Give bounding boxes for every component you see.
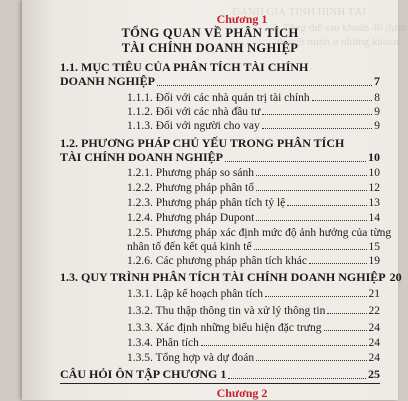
leader-dots: [201, 345, 367, 346]
leader-dots: [327, 313, 366, 314]
page-number: 10: [368, 150, 380, 164]
page-number: 14: [368, 212, 380, 224]
leader-dots: [262, 128, 373, 129]
page-number: 13: [368, 197, 380, 209]
chapter-1-title-line-2: TÀI CHÍNH DOANH NGHIỆP: [121, 41, 299, 55]
show-through-text: 3. Tổng thể sau khoản 40 được: [272, 22, 408, 34]
page-number: 9: [374, 120, 380, 132]
leader-dots: [256, 175, 367, 176]
leader-dots: [287, 205, 366, 206]
book-page: [22, 0, 408, 400]
page-number: 22: [368, 305, 380, 317]
toc-entry-1-1-1: 1.1.1. Đối với các nhà quản trị tài chính 8: [127, 92, 380, 104]
leader-dots: [254, 249, 367, 250]
leader-dots: [256, 360, 366, 361]
toc-entry-1-1-cont: DOANH NGHIỆP 7: [60, 74, 380, 88]
page-number: 12: [368, 182, 380, 194]
chapter-1-title-line-1: TỔNG QUAN VỀ PHÂN TÍCH: [121, 26, 299, 40]
chapter-1-label: Chương 1: [216, 12, 268, 26]
leader-dots: [324, 330, 367, 331]
toc-entry-1-2-6: 1.2.6. Các phương pháp phân tích khác 19: [127, 255, 380, 267]
show-through-text: thuyết minh ở những khoản: [277, 36, 399, 48]
leader-dots: [262, 114, 372, 115]
page-number: 15: [368, 241, 380, 253]
page-number: 20: [389, 270, 402, 284]
toc-entry-1-2: 1.2. PHƯƠNG PHÁP CHỦ YẾU TRONG PHÂN TÍCH: [60, 136, 345, 150]
toc-entry-1-3-3: 1.3.3. Xác định những biểu hiện đặc trưng 24: [127, 322, 380, 334]
leader-dots: [228, 378, 366, 379]
leader-dots: [312, 100, 373, 101]
page-number: 25: [368, 367, 380, 381]
toc-entry-1-3-5: 1.3.5. Tổng hợp và dự đoán 24: [127, 352, 380, 364]
toc-entry-1-3-1: 1.3.1. Lập kế hoạch phân tích 21: [127, 288, 380, 300]
page-number: 9: [374, 106, 380, 118]
page-number: 19: [368, 255, 380, 267]
chapter-2-label: Chương 2: [216, 386, 268, 400]
page-number: 8: [374, 92, 380, 104]
page-number: 21: [368, 288, 380, 300]
show-through-text: ĐÁNH GIÁ TÌNH HÌNH TÀI: [232, 6, 367, 18]
page-number: 24: [368, 322, 380, 334]
toc-entry-1-2-5: 1.2.5. Phương pháp xác định mức độ ảnh hưởng của từng: [127, 227, 392, 239]
leader-dots: [256, 190, 367, 191]
toc-entry-1-2-5-cont: nhân tố đến kết quả kinh tế 15: [127, 241, 380, 253]
leader-dots: [309, 263, 367, 264]
toc-entry-1-2-3: 1.2.3. Phương pháp phân tích tỷ lệ 13: [127, 197, 380, 209]
chapter-divider: [60, 383, 380, 384]
leader-dots: [265, 296, 366, 297]
page-number: 7: [374, 74, 380, 88]
toc-entry-1-2-4: 1.2.4. Phương pháp Dupont 14: [127, 212, 380, 224]
toc-entry-1-2-cont: TÀI CHÍNH DOANH NGHIỆP 10: [60, 150, 380, 164]
toc-entry-1-3: 1.3. QUY TRÌNH PHÂN TÍCH TÀI CHÍNH DOANH NGHIỆP 20: [60, 270, 402, 284]
toc-entry-1-1-2: 1.1.2. Đối với các nhà đầu tư 9: [127, 106, 380, 118]
toc-entry-1-1-3: 1.1.3. Đối với người cho vay 9: [127, 120, 380, 132]
toc-entry-1-3-2: 1.3.2. Thu thập thông tin và xử lý thông tin 22: [127, 305, 380, 317]
toc-entry-1-3-4: 1.3.4. Phân tích 24: [127, 337, 380, 349]
leader-dots: [157, 85, 372, 86]
toc-entry-1-2-2: 1.2.2. Phương pháp phân tổ 12: [127, 182, 380, 194]
leader-dots: [225, 161, 366, 162]
toc-entry-1-2-1: 1.2.1. Phương pháp so sánh 10: [127, 167, 380, 179]
page-number: 10: [368, 167, 380, 179]
leader-dots: [256, 220, 366, 221]
page-number: 24: [368, 337, 380, 349]
toc-entry-review-questions: CÂU HỎI ÔN TẬP CHƯƠNG 1 25: [60, 367, 380, 381]
page-number: 24: [368, 352, 380, 364]
toc-entry-1-1: 1.1. MỤC TIÊU CỦA PHÂN TÍCH TÀI CHÍNH: [60, 60, 309, 74]
